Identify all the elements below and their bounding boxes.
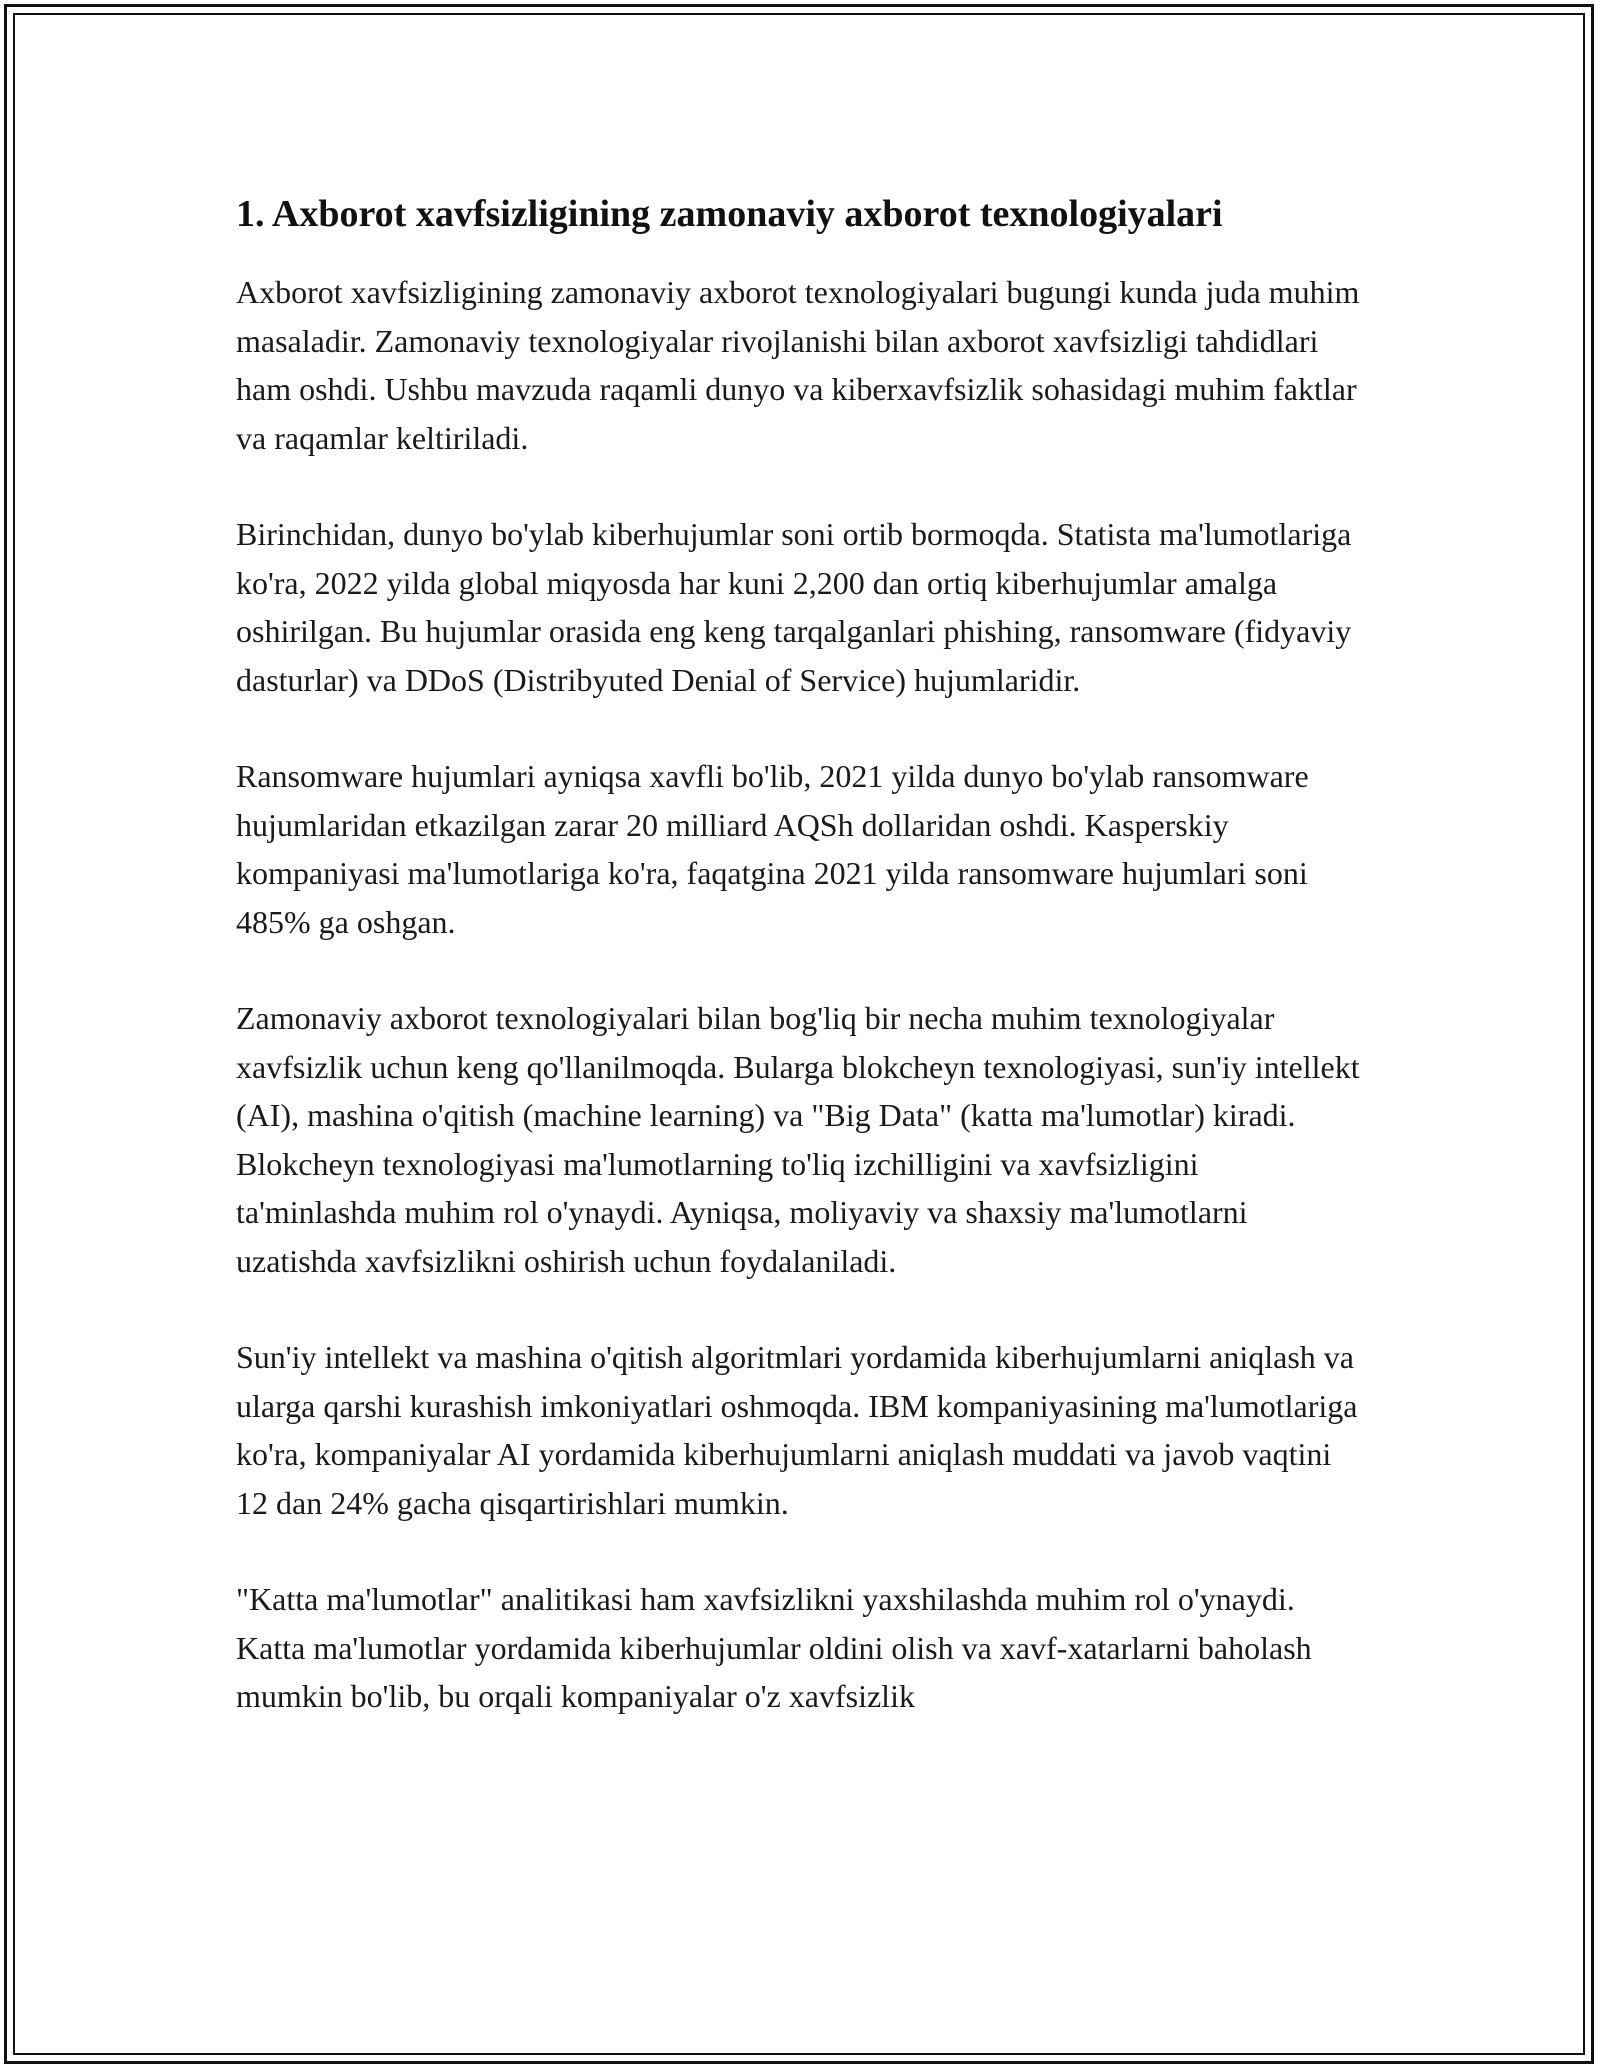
- document-body: [236, 188, 1366, 1769]
- paragraph-technologies: Zamonaviy axborot texnologiyalari bilan bog'liq bir necha muhim texnologiyalar xavfsizlik uchun keng qo'llanilmoqda. Bularga blokcheyn texnologiyasi, sun'iy intellekt (AI), mashina o'qitish (machine learning) va "Big Data" (katta ma'lumotlar) kiradi. Blokcheyn texnologiyasi ma'lumotlarning to'liq izchilligini va xavfsizligini ta'minlashda muhim rol o'ynaydi. Ayniqsa, moliyaviy va shaxsiy ma'lumotlarni uzatishda xavfsizlikni oshirish uchun foydalaniladi.: [236, 1000, 1360, 1279]
- paragraph-ai: Sun'iy intellekt va mashina o'qitish algoritmlari yordamida kiberhujumlarni aniqlash va ularga qarshi kurashish imkoniyatlari oshmoqda. IBM kompaniyasining ma'lumotlariga ko'ra, kompaniyalar AI yordamida kiberhujumlarni aniqlash muddati va javob vaqtini 12 dan 24% gacha qisqartirishlari mumkin.: [236, 1339, 1358, 1521]
- paragraph-cyberattacks: Birinchidan, dunyo bo'ylab kiberhujumlar soni ortib bormoqda. Statista ma'lumotlariga ko'ra, 2022 yilda global miqyosda har kuni 2,200 dan ortiq kiberhujumlar amalga oshirilgan. Bu hujumlar orasida eng keng tarqalganlari phishing, ransomware (fidyaviy dasturlar) va DDoS (Distribyuted Denial of Service) hujumlaridir.: [236, 516, 1352, 698]
- paragraph-intro: Axborot xavfsizligining zamonaviy axborot texnologiyalari bugungi kunda juda muhim masaladir. Zamonaviy texnologiyalar rivojlanishi bilan axborot xavfsizligi tahdidlari ham oshdi. Ushbu mavzuda raqamli dunyo va kiberxavfsizlik sohasidagi muhim faktlar va raqamlar keltiriladi.: [236, 274, 1360, 456]
- paragraph-big-data: "Katta ma'lumotlar" analitikasi ham xavfsizlikni yaxshilashda muhim rol o'ynaydi. Katta ma'lumotlar yordamida kiberhujumlar oldini olish va xavf-xatarlarni baholash mumkin bo'lib, bu orqali kompaniyalar o'z xavfsizlik: [236, 1581, 1312, 1714]
- paragraph-ransomware: Ransomware hujumlari ayniqsa xavfli bo'lib, 2021 yilda dunyo bo'ylab ransomware hujumlaridan etkazilgan zarar 20 milliard AQSh dollaridan oshdi. Kasperskiy kompaniyasi ma'lumotlariga ko'ra, faqatgina 2021 yilda ransomware hujumlari soni 485% ga oshgan.: [236, 758, 1309, 940]
- document-title: 1. Axborot xavfsizligining zamonaviy axborot texnologiyalari: [236, 193, 1223, 235]
